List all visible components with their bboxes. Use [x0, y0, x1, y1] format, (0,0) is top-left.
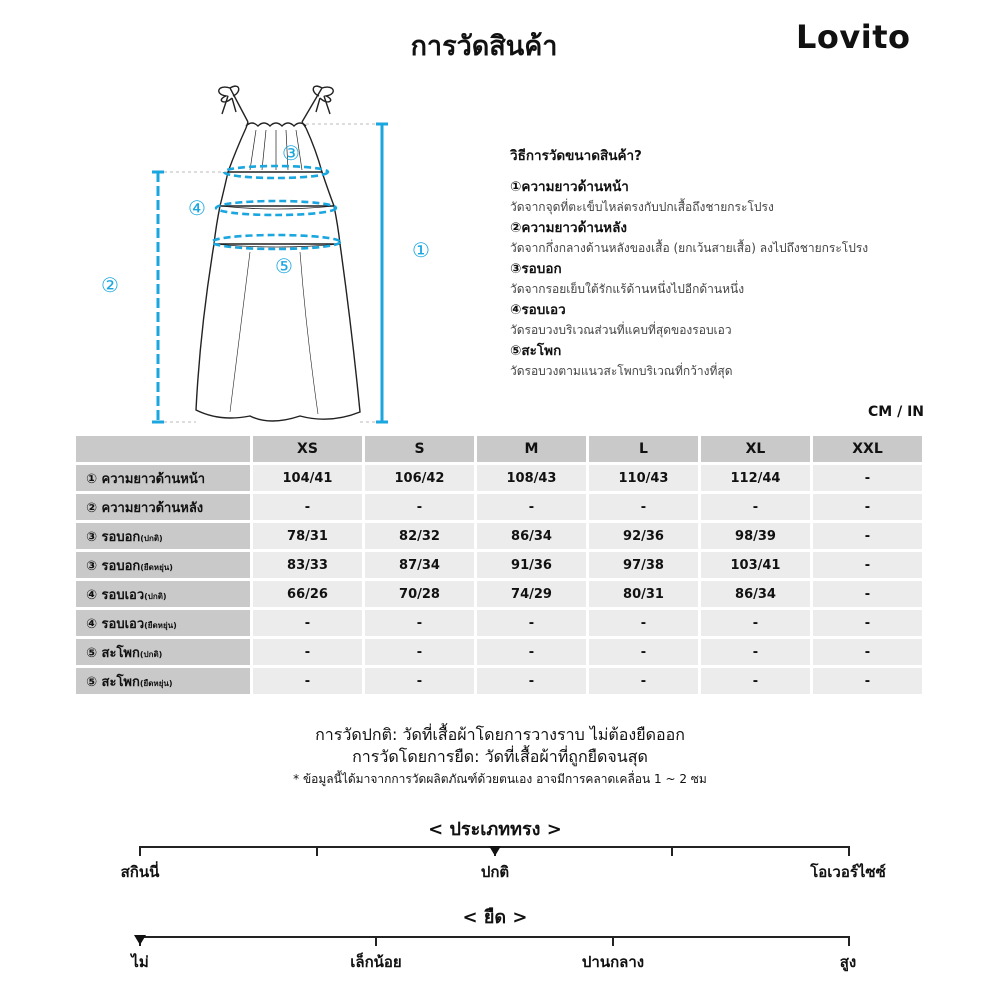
- table-cell: -: [701, 639, 810, 665]
- table-cell: 82/32: [365, 523, 474, 549]
- row-label: [76, 465, 250, 491]
- table-cell: -: [253, 639, 362, 665]
- row-label-text: ④ รอบเอว: [86, 616, 145, 632]
- size-header: XS: [253, 436, 362, 462]
- table-cell: -: [813, 610, 922, 636]
- waist-guide: [216, 201, 336, 215]
- size-header: XXL: [813, 436, 922, 462]
- row-label-sub: (ยืดหยุ่น): [140, 562, 173, 572]
- brand-logo: Lovito: [796, 18, 911, 56]
- fit-label-regular: ปกติ: [480, 863, 510, 881]
- table-cell: 80/31: [589, 581, 698, 607]
- row-label-sub: (ยืดหยุ่น): [144, 620, 177, 630]
- size-header: L: [589, 436, 698, 462]
- table-cell: -: [701, 610, 810, 636]
- fit-selected-marker: [489, 846, 501, 856]
- guide-title: วิธีการวัดขนาดสินค้า?: [510, 148, 642, 164]
- guide-item-title: ②ความยาวด้านหลัง: [510, 219, 627, 236]
- table-row: [76, 494, 922, 520]
- stretch-label-none: ไม่: [131, 953, 149, 971]
- table-cell: -: [477, 668, 586, 694]
- fit-scale-tick: [316, 846, 318, 856]
- row-label-sub: (ปกติ): [140, 533, 163, 543]
- stretch-scale-title: < ยืด >: [462, 907, 528, 928]
- measurement-guides: [152, 124, 388, 422]
- unit-label: CM / IN: [868, 404, 924, 420]
- marker-front-length: ①: [412, 238, 430, 262]
- table-cell: 86/34: [701, 581, 810, 607]
- table-corner: [76, 436, 250, 462]
- table-cell: -: [813, 494, 922, 520]
- table-cell: 104/41: [253, 465, 362, 491]
- table-cell: -: [477, 610, 586, 636]
- table-cell: -: [589, 610, 698, 636]
- table-cell: 91/36: [477, 552, 586, 578]
- table-cell: 74/29: [477, 581, 586, 607]
- left-strap: [230, 88, 248, 122]
- table-cell: 86/34: [477, 523, 586, 549]
- guide-item-desc: วัดรอบวงบริเวณส่วนที่แคบที่สุดของรอบเอว: [510, 323, 732, 337]
- row-label: [76, 494, 250, 520]
- table-cell: 112/44: [701, 465, 810, 491]
- row-label: [76, 639, 250, 665]
- table-cell: 97/38: [589, 552, 698, 578]
- guide-item: [510, 218, 970, 259]
- note-disclaimer: * ข้อมูลนี้ได้มาจากการวัดผลิตภัณฑ์ด้วยตนเอง อาจมีการคลาดเคลื่อน 1 ~ 2 ซม: [293, 772, 707, 786]
- fit-scale-tick: [671, 846, 673, 856]
- table-cell: 106/42: [365, 465, 474, 491]
- table-cell: -: [813, 465, 922, 491]
- stretch-selected-marker: [134, 935, 146, 945]
- table-cell: -: [365, 668, 474, 694]
- table-cell: -: [365, 610, 474, 636]
- table-cell: -: [253, 610, 362, 636]
- row-label-text: ③ รอบอก: [86, 558, 141, 574]
- stretch-label-medium: ปานกลาง: [581, 953, 645, 971]
- marker-bust: ③: [282, 141, 300, 165]
- size-table: [73, 433, 925, 697]
- table-cell: -: [477, 494, 586, 520]
- table-cell: 92/36: [589, 523, 698, 549]
- row-label: [76, 581, 250, 607]
- guide-item-desc: วัดรอบวงตามแนวสะโพกบริเวณที่กว้างที่สุด: [510, 364, 733, 378]
- guide-item: [510, 300, 970, 341]
- table-cell: 83/33: [253, 552, 362, 578]
- table-cell: 98/39: [701, 523, 810, 549]
- row-label-sub: (ปกติ): [139, 649, 163, 659]
- table-cell: 87/34: [365, 552, 474, 578]
- row-label: [76, 610, 250, 636]
- table-cell: -: [477, 639, 586, 665]
- table-cell: 108/43: [477, 465, 586, 491]
- guide-item: [510, 259, 970, 300]
- table-row: [76, 668, 922, 694]
- fit-label-oversize: โอเวอร์ไซซ์: [810, 863, 886, 881]
- table-cell: 66/26: [253, 581, 362, 607]
- note-flat: การวัดปกติ: วัดที่เสื้อผ้าโดยการวางราบ ไม่ต้องยืดออก: [315, 725, 685, 744]
- stretch-label-high: สูง: [839, 953, 857, 971]
- note-stretch: การวัดโดยการยืด: วัดที่เสื้อผ้าที่ถูกยืดจนสุด: [352, 747, 648, 766]
- row-label-text: ⑤ สะโพก: [86, 645, 140, 661]
- row-label-text: ① ความยาวด้านหน้า: [86, 471, 205, 487]
- table-cell: -: [813, 552, 922, 578]
- size-header: M: [477, 436, 586, 462]
- table-row: [76, 523, 922, 549]
- stretch-scale-line: [140, 936, 850, 938]
- table-cell: 78/31: [253, 523, 362, 549]
- table-cell: 70/28: [365, 581, 474, 607]
- guide-item-title: ①ความยาวด้านหน้า: [510, 178, 629, 195]
- row-label-text: ② ความยาวด้านหลัง: [86, 500, 204, 516]
- measuring-guide: [510, 146, 970, 382]
- size-header-row: [76, 436, 922, 462]
- page-title: การวัดสินค้า: [410, 31, 558, 62]
- guide-item: [510, 177, 970, 218]
- table-cell: -: [813, 639, 922, 665]
- right-strap: [302, 88, 322, 122]
- stretch-label-slight: เล็กน้อย: [350, 953, 402, 971]
- table-cell: -: [589, 668, 698, 694]
- table-cell: 110/43: [589, 465, 698, 491]
- table-cell: -: [365, 639, 474, 665]
- guide-item-desc: วัดจากรอยเย็บใต้รักแร้ด้านหนึ่งไปอีกด้านหนึ่ง: [510, 282, 745, 296]
- guide-item-desc: วัดจากกึ่งกลางด้านหลังของเสื้อ (ยกเว้นสายเสื้อ) ลงไปถึงชายกระโปรง: [510, 241, 869, 255]
- row-label: [76, 523, 250, 549]
- stretch-scale-tick: [848, 936, 850, 946]
- row-label-sub: (ยืดหยุ่น): [139, 678, 173, 688]
- guide-item-title: ⑤สะโพก: [510, 342, 562, 359]
- table-cell: -: [813, 581, 922, 607]
- measurement-notes: [0, 724, 1000, 788]
- table-row: [76, 552, 922, 578]
- table-row: [76, 581, 922, 607]
- table-cell: -: [589, 494, 698, 520]
- row-label-text: ④ รอบเอว: [86, 587, 145, 603]
- row-label-text: ⑤ สะโพก: [86, 674, 140, 690]
- table-cell: -: [253, 668, 362, 694]
- row-label-sub: (ปกติ): [144, 591, 167, 601]
- table-row: [76, 639, 922, 665]
- table-cell: -: [365, 494, 474, 520]
- fit-scale-tick: [139, 846, 141, 856]
- fit-label-skinny: สกินนี่: [120, 863, 160, 881]
- dress-measurement-illustration: [90, 80, 450, 430]
- table-cell: -: [253, 494, 362, 520]
- marker-waist: ④: [188, 196, 206, 220]
- size-header: S: [365, 436, 474, 462]
- size-header: XL: [701, 436, 810, 462]
- table-row: [76, 465, 922, 491]
- fit-scale-tick: [848, 846, 850, 856]
- table-cell: -: [813, 668, 922, 694]
- table-cell: -: [701, 494, 810, 520]
- fit-scale-title: < ประเภททรง >: [428, 819, 562, 840]
- table-cell: -: [813, 523, 922, 549]
- marker-back-length: ②: [101, 273, 119, 297]
- guide-item: [510, 341, 970, 382]
- stretch-scale-tick: [612, 936, 614, 946]
- stretch-scale-tick: [375, 936, 377, 946]
- guide-item-title: ③รอบอก: [510, 260, 562, 277]
- table-row: [76, 610, 922, 636]
- row-label: [76, 668, 250, 694]
- row-label: [76, 552, 250, 578]
- marker-hip: ⑤: [275, 254, 293, 278]
- guide-item-desc: วัดจากจุดที่ตะเข็บไหล่ตรงกับปกเสื้อถึงชายกระโปรง: [510, 200, 774, 214]
- table-cell: -: [589, 639, 698, 665]
- table-cell: 103/41: [701, 552, 810, 578]
- table-cell: -: [701, 668, 810, 694]
- guide-item-title: ④รอบเอว: [510, 301, 566, 318]
- row-label-text: ③ รอบอก: [86, 529, 141, 545]
